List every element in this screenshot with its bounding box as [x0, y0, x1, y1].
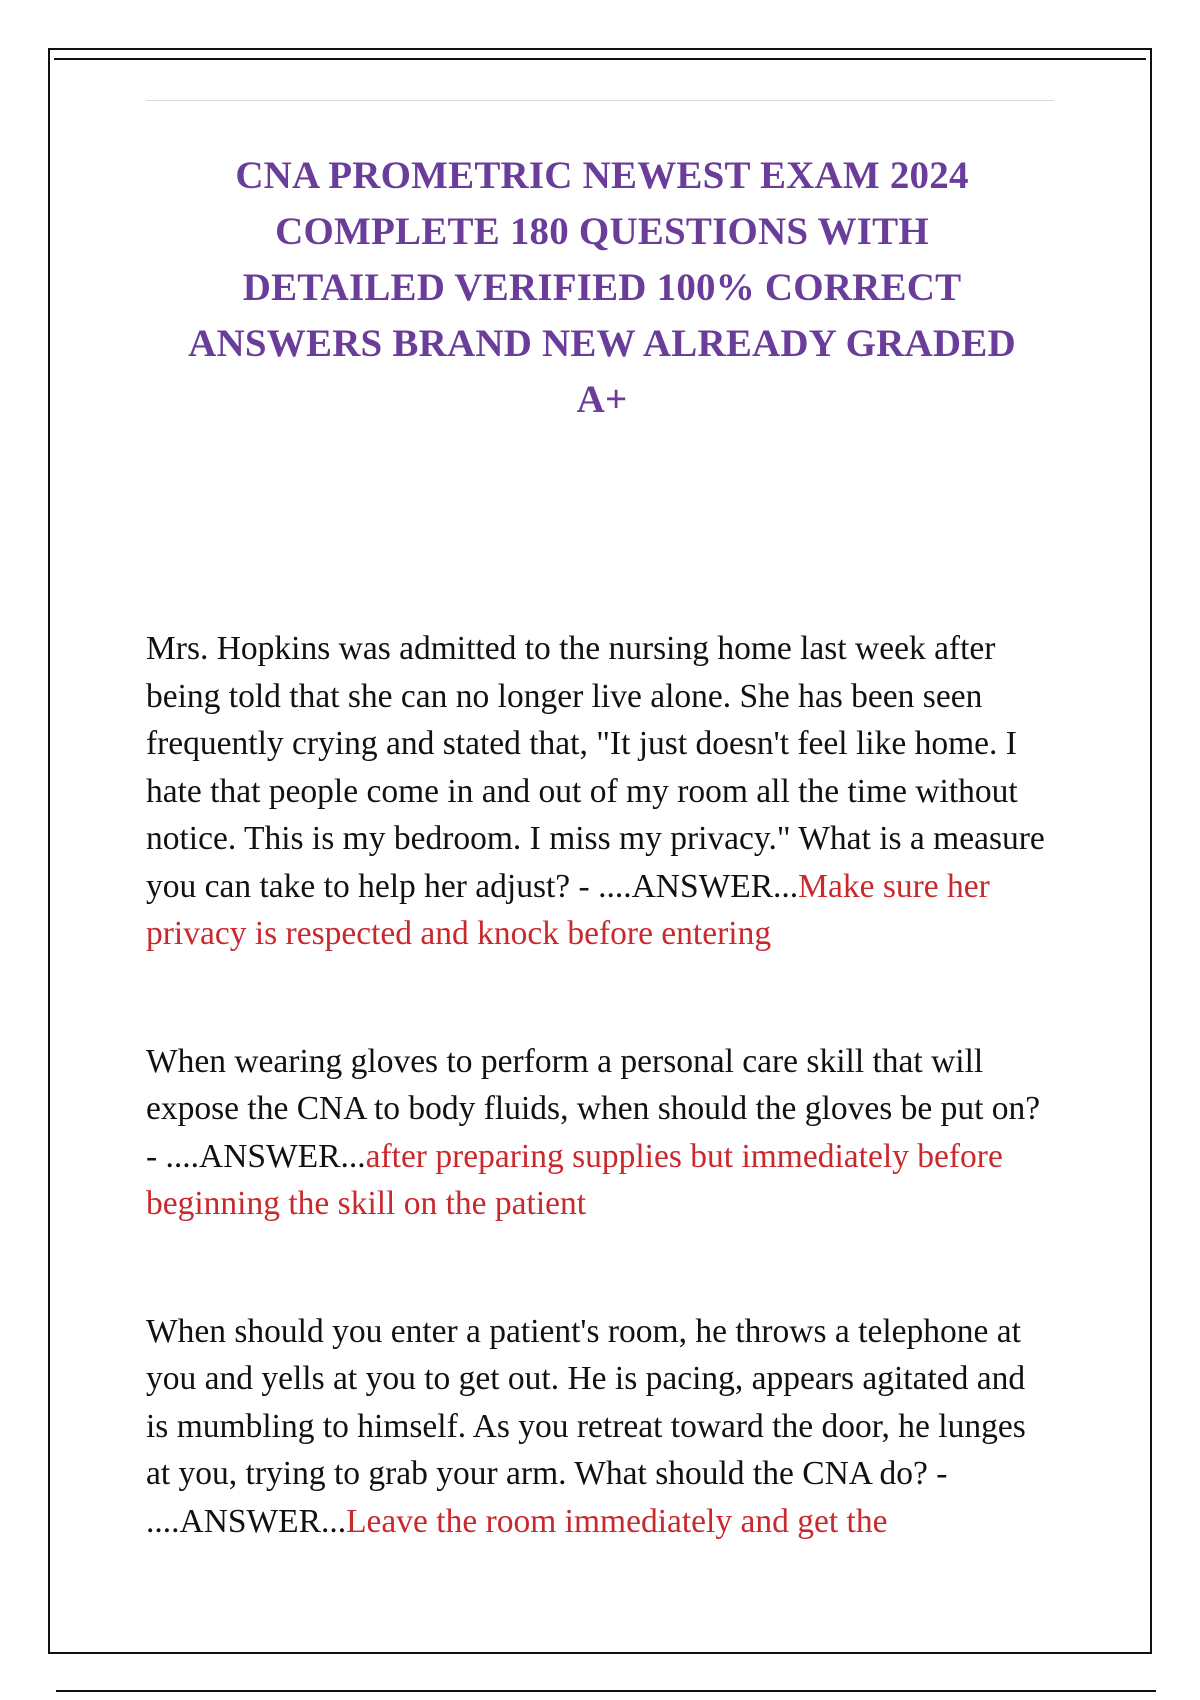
header-rule [146, 100, 1054, 101]
answer-text: Make sure her privacy is respected and knock before entering [146, 867, 990, 952]
question-text: When should you enter a patient's room, he throws a telephone at you and yells at you to get out. He is pacing, appears agitated and is mumbling to himself. As you retreat toward the door, he lunges at you, trying to grab your arm. What should the CNA do? - [146, 1312, 1026, 1492]
frame-top-double-line [54, 58, 1146, 60]
page-frame [48, 48, 1152, 1654]
question-text: When wearing gloves to perform a personal care skill that will expose the CNA to body fluids, when should the gloves be put on? - [146, 1042, 1041, 1175]
answer-text: after preparing supplies but immediately before beginning the skill on the patient [146, 1137, 1003, 1222]
document-title: CNA PROMETRIC NEWEST EXAM 2024 COMPLETE 180 QUESTIONS WITH DETAILED VERIFIED 100% CORRECT ANSWERS BRAND NEW ALREADY GRADED A+ [188, 154, 1016, 421]
question-text: Mrs. Hopkins was admitted to the nursing home last week after being told that she can no longer live alone. She has been seen frequently crying and stated that, "It just doesn't feel like home. I hate that people come in and out of my room all the time without notice. This is my bedroom. I miss my privacy." What is a measure you can take to help her adjust? - [146, 630, 1045, 905]
question-item [146, 625, 1046, 958]
question-item [146, 1038, 1046, 1228]
answer-marker: ....ANSWER... [146, 1502, 347, 1540]
answer-marker: ....ANSWER... [165, 1137, 366, 1175]
next-page-top-rule [56, 1690, 1156, 1692]
answer-text: Leave the room immediately and get the [346, 1502, 888, 1540]
question-item [146, 1308, 1046, 1546]
question-list [146, 625, 1046, 1625]
answer-marker: ....ANSWER... [598, 867, 799, 905]
